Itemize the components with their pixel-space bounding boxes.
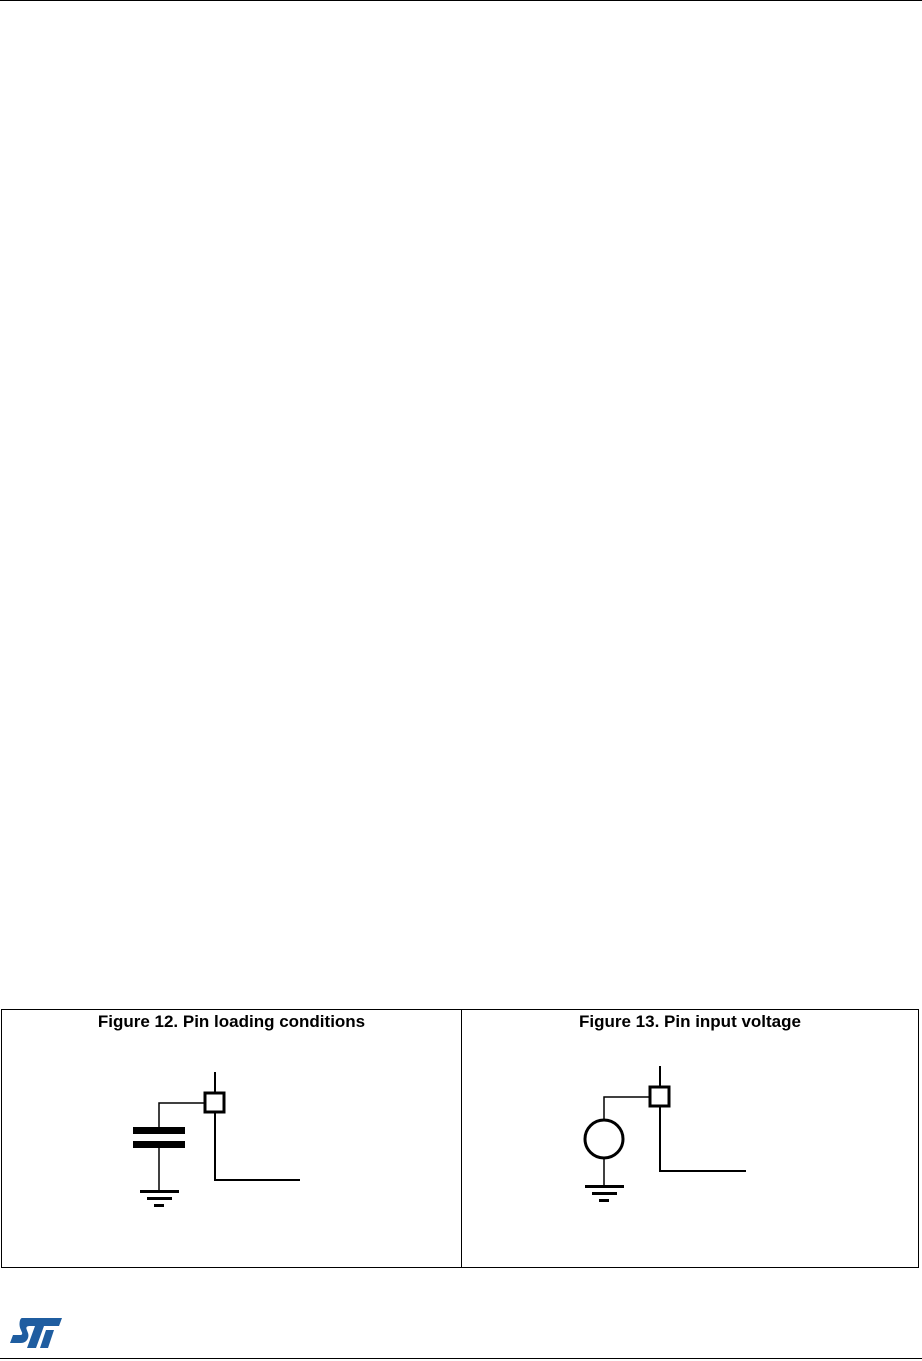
- header-rule: [0, 0, 922, 1]
- ground-bar-2: [592, 1192, 617, 1195]
- pin-trace: [660, 1106, 746, 1171]
- pin-pad: [205, 1093, 224, 1112]
- st-logo-icon: [8, 1316, 64, 1350]
- footer-rule: [0, 1358, 922, 1359]
- pin-pad: [650, 1087, 669, 1106]
- figure-13-cell: [462, 1010, 918, 1267]
- cap-wire: [159, 1103, 205, 1127]
- voltage-source-icon: [585, 1120, 623, 1158]
- pin-input-voltage-diagram: [462, 1010, 918, 1267]
- ground-bar-3: [599, 1199, 609, 1202]
- ground-bar-3: [154, 1204, 164, 1207]
- figure-table: [1, 1009, 919, 1268]
- source-wire: [604, 1097, 650, 1120]
- capacitor-plate-top: [133, 1127, 185, 1134]
- capacitor-plate-bottom: [133, 1141, 185, 1148]
- ground-bar-1: [140, 1190, 179, 1193]
- ground-bar-1: [585, 1185, 624, 1188]
- pin-trace: [215, 1112, 300, 1180]
- figure-13-caption: Figure 13. Pin input voltage: [579, 1012, 801, 1031]
- figure-12-cell: [2, 1010, 462, 1267]
- ground-bar-2: [147, 1197, 172, 1200]
- figure-12-caption: Figure 12. Pin loading conditions: [97, 1012, 366, 1031]
- pin-loading-diagram: [2, 1010, 460, 1267]
